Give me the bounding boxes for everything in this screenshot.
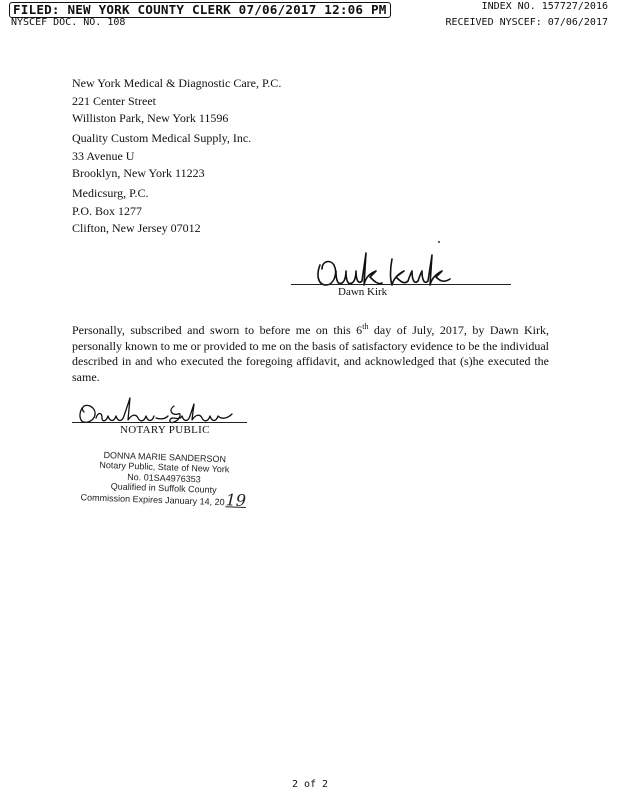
stray-mark bbox=[438, 241, 440, 243]
address-line: Quality Custom Medical Supply, Inc. bbox=[72, 131, 252, 145]
filed-stamp: FILED: NEW YORK COUNTY CLERK 07/06/2017 12:06 PM bbox=[9, 2, 391, 18]
address-line: 33 Avenue U bbox=[72, 148, 135, 163]
notary-signature-line bbox=[72, 422, 247, 423]
notary-stamp-name: DONNA MARIE SANDERSON bbox=[103, 450, 227, 465]
address-block bbox=[72, 75, 281, 128]
notary-stamp-number: No. 01SA4976353 bbox=[127, 471, 201, 484]
notary-stamp-commission bbox=[73, 490, 253, 509]
signer-name: Dawn Kirk bbox=[338, 286, 388, 298]
notary-stamp-title: Notary Public, State of New York bbox=[99, 460, 230, 475]
address-line: Medicsurg, P.C. bbox=[72, 186, 149, 200]
jurat-text-start: Personally, subscribed and sworn to before me on this 6 bbox=[72, 323, 363, 337]
page-number: 2 of 2 bbox=[291, 779, 329, 790]
notary-public-label: NOTARY PUBLIC bbox=[120, 424, 210, 436]
received-nyscef: RECEIVED NYSCEF: 07/06/2017 bbox=[445, 17, 608, 28]
commission-text: Commission Expires January 14, 20 bbox=[80, 492, 225, 508]
address-line: 221 Center Street bbox=[72, 93, 156, 108]
address-line: New York Medical & Diagnostic Care, P.C. bbox=[72, 76, 282, 90]
signature-line bbox=[291, 284, 511, 285]
address-line: Clifton, New Jersey 07012 bbox=[72, 221, 201, 235]
address-line: Brooklyn, New York 11223 bbox=[72, 166, 205, 180]
notary-stamp bbox=[73, 449, 255, 509]
jurat-ordinal-suffix: th bbox=[362, 322, 369, 331]
address-block bbox=[72, 130, 251, 183]
address-line: Williston Park, New York 11596 bbox=[72, 111, 229, 125]
address-line: P.O. Box 1277 bbox=[72, 203, 143, 218]
address-block bbox=[72, 185, 201, 238]
jurat-text-end: day of July, 2017, by Dawn Kirk, personally known to me or provided to me on the basis of satisfactory evidence to be the individual described in and who executed the foregoing affidavit, and acknowledged that (s)he executed the same. bbox=[72, 323, 549, 384]
signer-signature bbox=[312, 245, 452, 289]
nyscef-doc-number: NYSCEF DOC. NO. 108 bbox=[11, 17, 126, 28]
jurat-paragraph bbox=[72, 323, 549, 385]
index-number: INDEX NO. 157727/2016 bbox=[481, 1, 608, 12]
commission-year-handwritten: 19 bbox=[225, 490, 247, 511]
notary-stamp-county: Qualified in Suffolk County bbox=[110, 481, 217, 495]
